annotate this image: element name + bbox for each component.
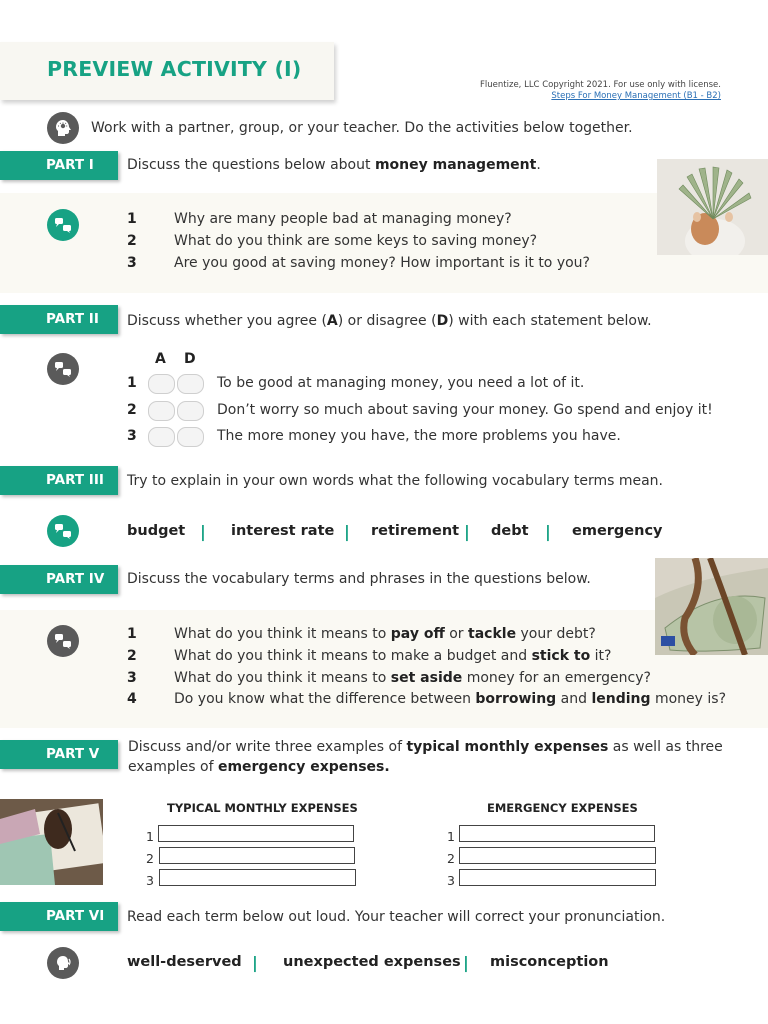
part-3-tab (0, 466, 118, 495)
speaking-head-icon (47, 947, 79, 979)
emergency-expense-field[interactable] (459, 825, 655, 842)
part-6-label: PART VI (46, 908, 105, 924)
page-title: PREVIEW ACTIVITY (I) (47, 57, 302, 81)
photo-rolled-cash (655, 558, 768, 655)
agree-checkbox[interactable] (148, 374, 175, 394)
part-2-label: PART II (46, 311, 99, 327)
prompt-bold: A (326, 313, 338, 329)
vocab-term: interest rate (231, 523, 335, 539)
question-text (174, 691, 726, 707)
monthly-expense-field[interactable] (159, 847, 355, 864)
part-4-tab (0, 565, 118, 594)
row-number: 3 (146, 873, 154, 888)
part-3-label: PART III (46, 472, 104, 488)
question-number: 2 (127, 648, 137, 664)
prompt-text: ) or disagree ( (337, 313, 437, 329)
emergency-expense-field[interactable] (459, 847, 656, 864)
disagree-checkbox[interactable] (177, 374, 204, 394)
part-6-prompt: Read each term below out loud. Your teacher will correct your pronunciation. (127, 909, 666, 925)
intro-text: Work with a partner, group, or your teacher. Do the activities below together. (91, 120, 633, 136)
agree-column-label: A (155, 351, 166, 367)
row-number: 3 (447, 873, 455, 888)
pronunciation-term: unexpected expenses (283, 954, 461, 970)
prompt-text: Discuss the questions below about (127, 157, 375, 173)
prompt-bold: typical monthly expenses (406, 739, 609, 755)
part-1-label: PART I (46, 157, 94, 173)
row-number: 2 (447, 851, 455, 866)
pronunciation-term: misconception (490, 954, 609, 970)
emergency-expenses-header: EMERGENCY EXPENSES (487, 801, 638, 815)
statement-text: Don’t worry so much about saving your money. Go spend and enjoy it! (217, 402, 713, 418)
part-2-prompt (127, 313, 652, 329)
term-separator: | (200, 522, 206, 541)
vocab-term: emergency (572, 523, 663, 539)
text-run: and (556, 691, 592, 707)
part-4-prompt: Discuss the vocabulary terms and phrases in the questions below. (127, 571, 591, 587)
agree-checkbox[interactable] (148, 401, 175, 421)
idea-head-icon (47, 112, 79, 144)
question-number: 1 (127, 211, 137, 227)
part-5-prompt-line-2 (128, 759, 390, 775)
question-text (174, 626, 596, 642)
prompt-text: examples of (128, 759, 218, 775)
statement-number: 3 (127, 428, 137, 444)
disagree-checkbox[interactable] (177, 401, 204, 421)
photo-money-fan (657, 159, 768, 255)
question-number: 2 (127, 233, 137, 249)
text-run: money for an emergency? (462, 670, 651, 686)
term-separator: | (344, 522, 350, 541)
part-4-label: PART IV (46, 571, 105, 587)
part-3-prompt: Try to explain in your own words what the following vocabulary terms mean. (127, 473, 663, 489)
statement-number: 2 (127, 402, 137, 418)
text-bold: set aside (390, 670, 463, 686)
prompt-bold: D (436, 313, 449, 329)
text-run: money is? (650, 691, 727, 707)
prompt-text: Discuss whether you agree ( (127, 313, 327, 329)
statement-text: The more money you have, the more problems you have. (217, 428, 621, 444)
text-run: it? (590, 648, 612, 664)
term-separator: | (464, 522, 470, 541)
part-2-tab (0, 305, 118, 334)
text-run: or (444, 626, 469, 642)
statement-text: To be good at managing money, you need a lot of it. (217, 375, 585, 391)
agree-checkbox[interactable] (148, 427, 175, 447)
question-text: Are you good at saving money? How important is it to you? (174, 255, 590, 271)
term-separator: | (252, 953, 258, 972)
question-number: 1 (127, 626, 137, 642)
monthly-expenses-header: TYPICAL MONTHLY EXPENSES (167, 801, 358, 815)
disagree-column-label: D (184, 351, 196, 367)
question-number: 3 (127, 255, 137, 271)
question-text (174, 648, 611, 664)
copyright-text: Fluentize, LLC Copyright 2021. For use only with license. (480, 80, 721, 90)
text-run: What do you think it means to (174, 626, 391, 642)
text-bold: stick to (531, 648, 591, 664)
chat-bubbles-icon (47, 209, 79, 241)
monthly-expense-field[interactable] (159, 869, 356, 886)
text-run: your debt? (516, 626, 596, 642)
statement-number: 1 (127, 375, 137, 391)
part-5-label: PART V (46, 746, 100, 762)
vocab-term: retirement (371, 523, 460, 539)
photo-budget-writing (0, 799, 103, 885)
term-separator: | (545, 522, 551, 541)
prompt-bold: emergency expenses. (217, 759, 390, 775)
term-separator: | (463, 953, 469, 972)
prompt-bold: money management (374, 157, 537, 173)
chat-bubbles-icon (47, 515, 79, 547)
emergency-expense-field[interactable] (459, 869, 656, 886)
row-number: 1 (447, 829, 455, 844)
pronunciation-term: well-deserved (127, 954, 242, 970)
prompt-text: . (536, 157, 541, 173)
disagree-checkbox[interactable] (177, 427, 204, 447)
text-run: Do you know what the difference between (174, 691, 476, 707)
text-bold: lending (591, 691, 651, 707)
part-1-tab (0, 151, 118, 180)
lesson-link[interactable]: Steps For Money Management (B1 - B2) (551, 91, 721, 101)
chat-bubbles-icon (47, 353, 79, 385)
text-bold: borrowing (475, 691, 557, 707)
copyright-block (480, 80, 721, 102)
vocab-term: budget (127, 523, 186, 539)
question-text: What do you think are some keys to saving money? (174, 233, 538, 249)
part-6-tab (0, 902, 118, 931)
chat-bubbles-icon (47, 625, 79, 657)
row-number: 2 (146, 851, 154, 866)
question-number: 4 (127, 691, 137, 707)
prompt-text: Discuss and/or write three examples of (128, 739, 407, 755)
vocab-term: debt (491, 523, 529, 539)
question-text (174, 670, 651, 686)
row-number: 1 (146, 829, 154, 844)
text-bold: pay off (390, 626, 445, 642)
part-5-tab (0, 740, 118, 769)
part-1-prompt (127, 157, 541, 173)
text-run: What do you think it means to (174, 670, 391, 686)
text-run: What do you think it means to make a budget and (174, 648, 532, 664)
text-bold: tackle (468, 626, 517, 642)
prompt-text: ) with each statement below. (448, 313, 652, 329)
monthly-expense-field[interactable] (158, 825, 354, 842)
question-number: 3 (127, 670, 137, 686)
part-5-prompt-line-1 (128, 739, 723, 755)
question-text: Why are many people bad at managing money? (174, 211, 512, 227)
prompt-text: as well as three (608, 739, 723, 755)
